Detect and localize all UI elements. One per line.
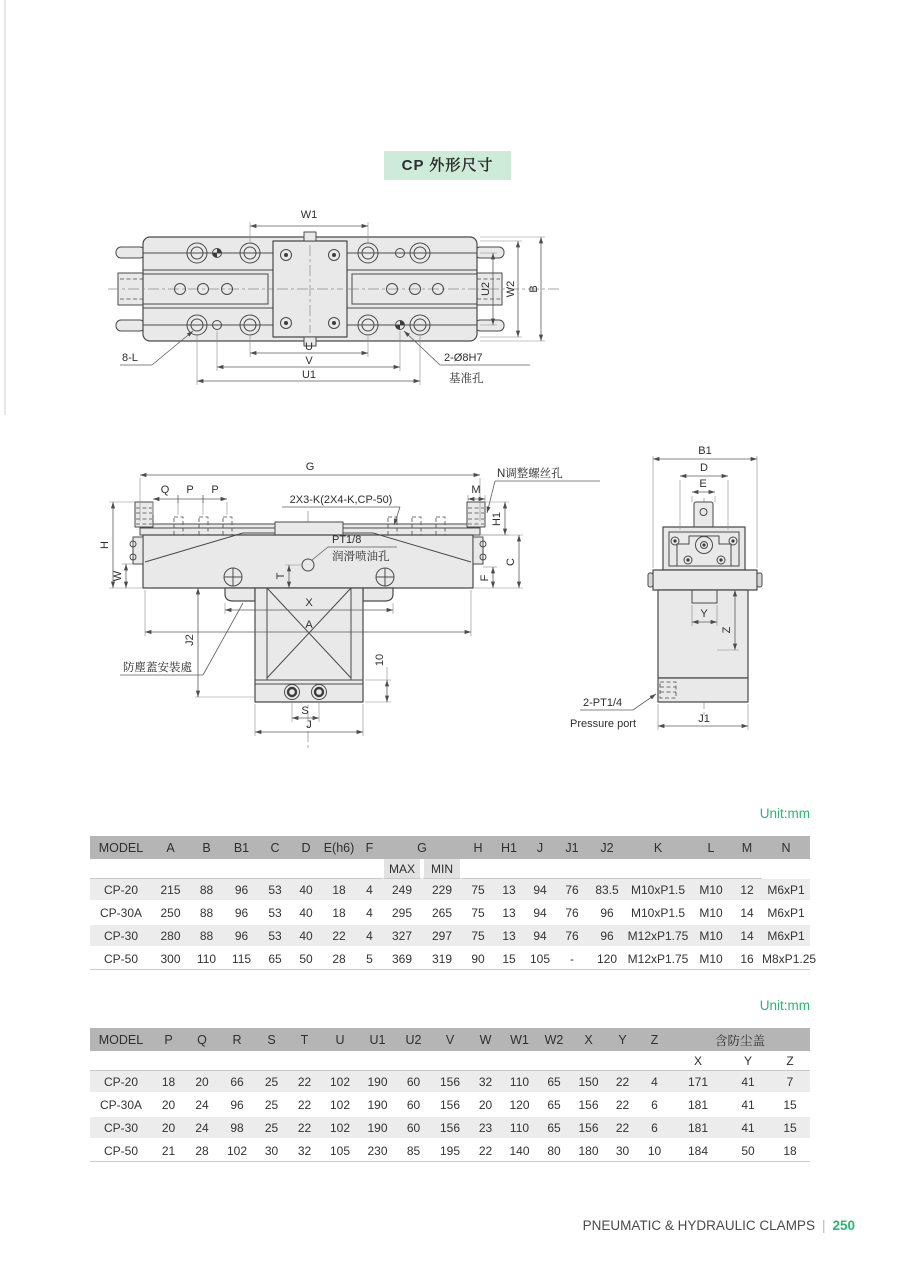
table1-header-row (90, 836, 810, 859)
page-footer (583, 1218, 855, 1233)
dim-label-x: X (305, 597, 313, 609)
col-header-dust-cover: 含防尘盖 (670, 1028, 810, 1051)
dim-label-b1: B1 (698, 445, 712, 457)
col-header: V (431, 1028, 469, 1051)
value-cell: 22 (288, 1094, 321, 1117)
value-cell: 50 (726, 1140, 770, 1162)
value-cell: 156 (431, 1071, 469, 1094)
value-cell: 15 (770, 1094, 810, 1117)
col-header: D (291, 836, 321, 859)
value-cell: 190 (359, 1071, 396, 1094)
col-header: W (469, 1028, 502, 1051)
value-cell: 22 (288, 1071, 321, 1094)
dim-label-p1: P (186, 484, 194, 496)
value-cell: 90 (462, 948, 494, 970)
value-cell: 369 (382, 948, 422, 970)
value-cell: M10 (690, 948, 732, 970)
value-cell: 13 (494, 902, 524, 925)
unit-label-2: Unit:mm (759, 998, 810, 1013)
dim-label-v: V (305, 355, 313, 367)
dim-label-10: 10 (374, 653, 386, 667)
value-cell: 110 (502, 1117, 537, 1140)
dim-label-g: G (305, 461, 315, 473)
value-cell: 140 (502, 1140, 537, 1162)
value-cell: M8xP1.25 (762, 948, 810, 970)
value-cell: M6xP1 (762, 925, 810, 948)
dim-label-c: C (505, 558, 517, 566)
value-cell: 18 (321, 902, 357, 925)
value-cell: 65 (537, 1117, 571, 1140)
value-cell: 4 (639, 1071, 670, 1094)
value-cell: 41 (726, 1117, 770, 1140)
value-cell: M12xP1.75 (626, 948, 690, 970)
value-cell: 22 (606, 1117, 639, 1140)
dim-label-w2: W2 (505, 280, 517, 298)
value-cell: 249 (382, 879, 422, 902)
value-cell: 40 (291, 879, 321, 902)
value-cell: 156 (431, 1117, 469, 1140)
col-header: U2 (396, 1028, 431, 1051)
value-cell: 75 (462, 902, 494, 925)
dimension-table-2 (90, 1028, 810, 1162)
model-cell: CP-30 (90, 1117, 152, 1140)
col-header: X (571, 1028, 606, 1051)
value-cell: 110 (189, 948, 224, 970)
value-cell: 156 (571, 1094, 606, 1117)
value-cell: 297 (422, 925, 462, 948)
value-cell: 80 (537, 1140, 571, 1162)
table-row (90, 948, 810, 970)
value-cell: 25 (255, 1094, 288, 1117)
model-cell: CP-20 (90, 1071, 152, 1094)
value-cell: 65 (537, 1094, 571, 1117)
dim-label-h: H (99, 541, 111, 549)
value-cell: 41 (726, 1094, 770, 1117)
label-pressure-port-en: Pressure port (570, 718, 637, 730)
unit-label-1: Unit:mm (759, 806, 810, 821)
value-cell: 21 (152, 1140, 185, 1162)
value-cell: - (556, 948, 588, 970)
table2-header-row (90, 1028, 810, 1051)
col-header: Z (639, 1028, 670, 1051)
value-cell: 94 (524, 879, 556, 902)
value-cell: 25 (255, 1117, 288, 1140)
dim-label-h1: H1 (491, 511, 503, 527)
value-cell: 85 (396, 1140, 431, 1162)
front-view-drawing (95, 455, 615, 755)
value-cell: 150 (571, 1071, 606, 1094)
value-cell: 20 (152, 1094, 185, 1117)
value-cell: M10xP1.5 (626, 902, 690, 925)
value-cell: 53 (259, 879, 291, 902)
col-header: K (626, 836, 690, 859)
value-cell: 102 (321, 1071, 359, 1094)
value-cell: 18 (152, 1071, 185, 1094)
value-cell: 120 (502, 1094, 537, 1117)
col-header: H (462, 836, 494, 859)
dim-label-j2: J2 (184, 634, 196, 646)
value-cell: 25 (255, 1071, 288, 1094)
col-header: MODEL (90, 1028, 152, 1051)
value-cell: 24 (185, 1094, 219, 1117)
value-cell: 60 (396, 1071, 431, 1094)
value-cell: 105 (524, 948, 556, 970)
side-view-drawing (565, 440, 865, 750)
value-cell: 156 (571, 1117, 606, 1140)
value-cell: 20 (152, 1117, 185, 1140)
value-cell: 20 (185, 1071, 219, 1094)
col-header: F (357, 836, 382, 859)
col-subheader-z: Z (770, 1051, 810, 1071)
value-cell: 105 (321, 1140, 359, 1162)
value-cell: 319 (422, 948, 462, 970)
col-header: H1 (494, 836, 524, 859)
col-header: J2 (588, 836, 626, 859)
dim-label-b: B (528, 285, 540, 293)
value-cell: 13 (494, 925, 524, 948)
col-header: R (219, 1028, 255, 1051)
label-datum-hole: 2-Ø8H7 (444, 352, 483, 364)
label-n-adjust-screw: N调整螺丝孔 (497, 468, 563, 480)
col-header: Y (606, 1028, 639, 1051)
value-cell: 53 (259, 925, 291, 948)
top-view-drawing (100, 200, 570, 400)
value-cell: M10xP1.5 (626, 879, 690, 902)
col-header: B (189, 836, 224, 859)
value-cell: 96 (224, 902, 259, 925)
col-header: Q (185, 1028, 219, 1051)
value-cell: 96 (588, 925, 626, 948)
value-cell: 18 (770, 1140, 810, 1162)
value-cell: 96 (224, 879, 259, 902)
value-cell: 300 (152, 948, 189, 970)
clamp-plan-body (108, 232, 562, 346)
value-cell: 110 (502, 1071, 537, 1094)
value-cell: 22 (321, 925, 357, 948)
value-cell: 65 (537, 1071, 571, 1094)
col-header: MODEL (90, 836, 152, 859)
value-cell: 215 (152, 879, 189, 902)
value-cell: 180 (571, 1140, 606, 1162)
value-cell: 12 (732, 879, 762, 902)
value-cell: 250 (152, 902, 189, 925)
page-title: CP 外形尺寸 (384, 151, 511, 180)
model-cell: CP-20 (90, 879, 152, 902)
value-cell: 156 (431, 1094, 469, 1117)
value-cell: 96 (224, 925, 259, 948)
value-cell: M10 (690, 925, 732, 948)
dim-label-w: W (112, 570, 124, 582)
col-header: J1 (556, 836, 588, 859)
value-cell: 75 (462, 879, 494, 902)
value-cell: 171 (670, 1071, 726, 1094)
value-cell: 22 (606, 1094, 639, 1117)
value-cell: 60 (396, 1094, 431, 1117)
value-cell: 181 (670, 1094, 726, 1117)
value-cell: 14 (732, 902, 762, 925)
col-header: W1 (502, 1028, 537, 1051)
value-cell: M12xP1.75 (626, 925, 690, 948)
value-cell: 53 (259, 902, 291, 925)
value-cell: 102 (321, 1094, 359, 1117)
value-cell: 10 (639, 1140, 670, 1162)
col-header: S (255, 1028, 288, 1051)
col-header: C (259, 836, 291, 859)
value-cell: 295 (382, 902, 422, 925)
value-cell: 4 (357, 925, 382, 948)
table-row (90, 1094, 810, 1117)
footer-separator: | (821, 1218, 826, 1233)
value-cell: 15 (770, 1117, 810, 1140)
col-header: T (288, 1028, 321, 1051)
label-8-l: 8-L (122, 352, 138, 364)
value-cell: 20 (469, 1094, 502, 1117)
dim-label-j1: J1 (698, 713, 710, 725)
label-k-holes: 2X3-K(2X4-K,CP-50) (289, 494, 393, 506)
dim-label-t: T (275, 572, 287, 580)
label-oil-hole: 润滑喷油孔 (332, 551, 390, 563)
value-cell: 98 (219, 1117, 255, 1140)
dim-label-q: Q (160, 484, 170, 496)
value-cell: 18 (321, 879, 357, 902)
value-cell: 22 (288, 1117, 321, 1140)
value-cell: 28 (321, 948, 357, 970)
value-cell: 280 (152, 925, 189, 948)
value-cell: 6 (639, 1094, 670, 1117)
value-cell: 5 (357, 948, 382, 970)
table-row (90, 1117, 810, 1140)
model-cell: CP-50 (90, 948, 152, 970)
value-cell: 195 (431, 1140, 469, 1162)
value-cell: 32 (288, 1140, 321, 1162)
value-cell: 76 (556, 879, 588, 902)
col-subheader-x: X (670, 1051, 726, 1071)
page-edge-strip (4, 0, 6, 415)
value-cell: 102 (321, 1117, 359, 1140)
col-subheader-min: MIN (422, 859, 462, 879)
value-cell: 22 (469, 1140, 502, 1162)
col-header: A (152, 836, 189, 859)
value-cell: 30 (255, 1140, 288, 1162)
dim-label-u1: U1 (301, 369, 317, 381)
dimension-table-1 (90, 836, 817, 970)
value-cell: 7 (770, 1071, 810, 1094)
table-row (90, 1071, 810, 1094)
col-header: L (690, 836, 732, 859)
dim-label-u2: U2 (480, 281, 492, 297)
value-cell: M10 (690, 902, 732, 925)
value-cell: M6xP1 (762, 902, 810, 925)
value-cell: 83.5 (588, 879, 626, 902)
table-row (90, 902, 810, 925)
table-row (90, 925, 810, 948)
value-cell: 75 (462, 925, 494, 948)
col-subheader-max: MAX (382, 859, 422, 879)
value-cell: 181 (670, 1117, 726, 1140)
value-cell: 229 (422, 879, 462, 902)
footer-page-number: 250 (832, 1218, 855, 1233)
value-cell: 4 (357, 879, 382, 902)
col-header: N (762, 836, 810, 859)
col-header: J (524, 836, 556, 859)
table1-body (90, 879, 817, 970)
value-cell: 15 (494, 948, 524, 970)
col-header: M (732, 836, 762, 859)
model-cell: CP-50 (90, 1140, 152, 1162)
value-cell: 6 (639, 1117, 670, 1140)
dim-label-m: M (471, 484, 481, 496)
dim-label-w1: W1 (300, 209, 318, 221)
value-cell: 327 (382, 925, 422, 948)
value-cell: 13 (494, 879, 524, 902)
model-cell: CP-30 (90, 925, 152, 948)
dim-label-s: S (301, 705, 309, 717)
col-header: P (152, 1028, 185, 1051)
label-dust-cover: 防塵蓋安裝處 (123, 662, 192, 674)
value-cell: 40 (291, 902, 321, 925)
value-cell: M10 (690, 879, 732, 902)
table-row (90, 1140, 810, 1162)
value-cell: 190 (359, 1094, 396, 1117)
col-header: U1 (359, 1028, 396, 1051)
label-pressure-port: 2-PT1/4 (583, 697, 623, 709)
footer-text: PNEUMATIC & HYDRAULIC CLAMPS (582, 1218, 815, 1233)
dim-label-d: D (700, 462, 708, 474)
dim-label-y: Y (700, 608, 708, 620)
value-cell: 230 (359, 1140, 396, 1162)
value-cell: 94 (524, 925, 556, 948)
value-cell: 30 (606, 1140, 639, 1162)
value-cell: 190 (359, 1117, 396, 1140)
value-cell: 76 (556, 902, 588, 925)
col-header: U (321, 1028, 359, 1051)
value-cell: 40 (291, 925, 321, 948)
dim-label-z: Z (721, 626, 733, 634)
value-cell: 65 (259, 948, 291, 970)
col-header: E(h6) (321, 836, 357, 859)
col-header-g: G (382, 836, 462, 859)
value-cell: 24 (185, 1117, 219, 1140)
dim-label-p2: P (211, 484, 219, 496)
table-row (90, 879, 810, 902)
value-cell: 76 (556, 925, 588, 948)
value-cell: 66 (219, 1071, 255, 1094)
value-cell: 14 (732, 925, 762, 948)
dim-label-u: U (305, 341, 313, 353)
col-subheader-y: Y (726, 1051, 770, 1071)
dim-label-a: A (305, 619, 313, 631)
dim-label-j: J (306, 719, 312, 731)
value-cell: 94 (524, 902, 556, 925)
value-cell: 41 (726, 1071, 770, 1094)
value-cell: 60 (396, 1117, 431, 1140)
value-cell: 50 (291, 948, 321, 970)
value-cell: 184 (670, 1140, 726, 1162)
label-pt18: PT1/8 (332, 534, 362, 546)
value-cell: 115 (224, 948, 259, 970)
value-cell: M6xP1 (762, 879, 810, 902)
value-cell: 16 (732, 948, 762, 970)
table2-subheader-row (90, 1051, 810, 1071)
value-cell: 88 (189, 879, 224, 902)
value-cell: 28 (185, 1140, 219, 1162)
value-cell: 88 (189, 902, 224, 925)
value-cell: 96 (588, 902, 626, 925)
value-cell: 96 (219, 1094, 255, 1117)
col-header: W2 (537, 1028, 571, 1051)
col-header: B1 (224, 836, 259, 859)
model-cell: CP-30A (90, 902, 152, 925)
value-cell: 265 (422, 902, 462, 925)
value-cell: 4 (357, 902, 382, 925)
dim-label-e: E (699, 478, 707, 490)
dim-label-f: F (479, 574, 491, 582)
label-datum-hole-cn: 基准孔 (449, 373, 484, 385)
value-cell: 102 (219, 1140, 255, 1162)
value-cell: 23 (469, 1117, 502, 1140)
model-cell: CP-30A (90, 1094, 152, 1117)
table1-subheader-row (90, 859, 810, 879)
value-cell: 22 (606, 1071, 639, 1094)
table2-body (90, 1071, 810, 1162)
value-cell: 120 (588, 948, 626, 970)
value-cell: 32 (469, 1071, 502, 1094)
value-cell: 88 (189, 925, 224, 948)
